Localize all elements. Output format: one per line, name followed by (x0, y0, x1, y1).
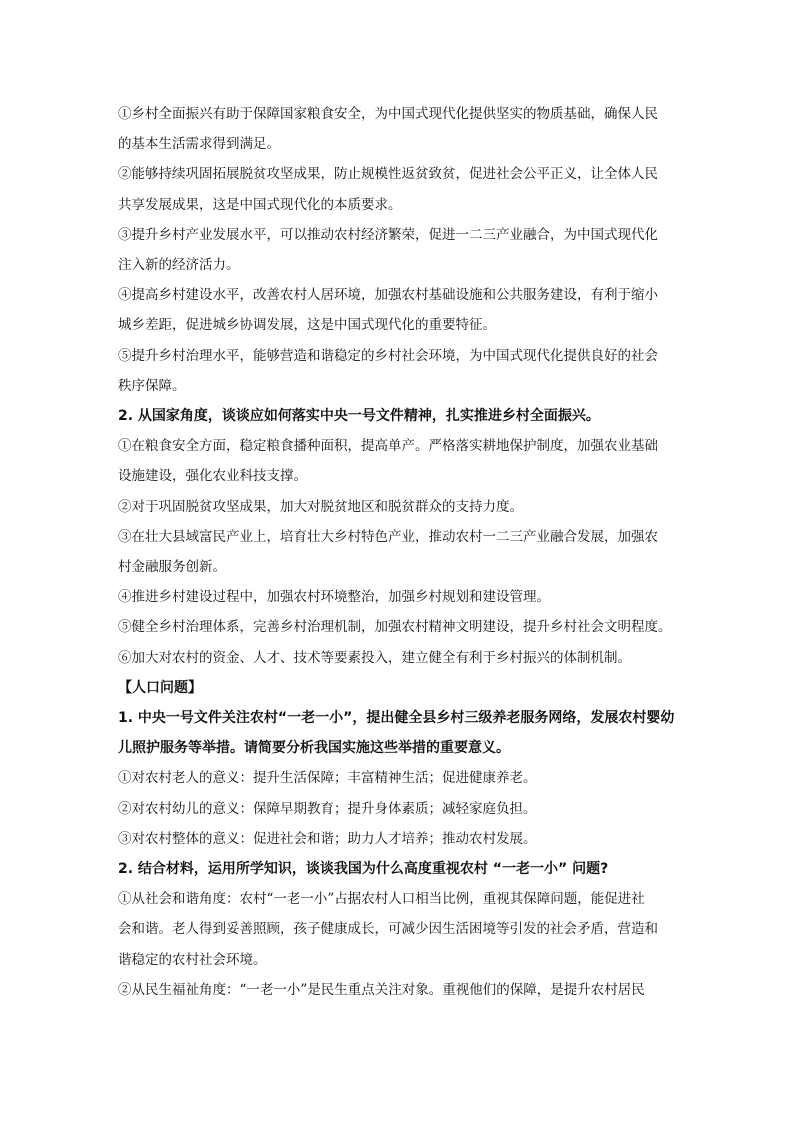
question-heading (118, 401, 678, 431)
answer-paragraph (118, 492, 678, 522)
text-line: 注入新的经济活力。 (118, 257, 240, 274)
text-line: ②对于巩固脱贫攻坚成果，加大对脱贫地区和脱贫群众的支持力度。 (118, 498, 523, 515)
question-heading (118, 703, 678, 763)
text-line: 城乡差距，促进城乡协调发展，这是中国式现代化的重要特征。 (118, 317, 496, 334)
text-line: ①对农村老人的意义：提升生活保障；丰富精神生活；促进健康养老。 (118, 770, 537, 787)
text-line: ③在壮大县域富民产业上，培育壮大乡村特色产业，推动农村一二三产业融合发展，加强农 (118, 528, 658, 545)
answer-paragraph (118, 280, 678, 340)
text-line: ④推进乡村建设过程中，加强农村环境整治，加强乡村规划和建设管理。 (118, 589, 550, 606)
text-line: 2. 从国家角度，谈谈应如何落实中央一号文件精神，扎实推进乡村全面振兴。 (118, 408, 600, 425)
text-line: ⑤提升乡村治理水平，能够营造和谐稳定的乡村社会环境，为中国式现代化提供良好的社会 (118, 347, 658, 364)
text-line: ②能够持续巩固拓展脱贫攻坚成果，防止规模性返贫致贫，促进社会公平正义，让全体人民 (118, 166, 658, 183)
text-line: 【人口问题】 (118, 679, 202, 696)
text-line: ④提高乡村建设水平，改善农村人居环境，加强农村基础设施和公共服务建设，有利于缩小 (118, 287, 658, 304)
section-heading (118, 673, 678, 703)
answer-paragraph (118, 220, 678, 280)
text-line: 谐稳定的农村社会环境。 (118, 951, 267, 968)
answer-paragraph (118, 159, 678, 219)
answer-paragraph (118, 341, 678, 401)
text-line: 的基本生活需求得到满足。 (118, 136, 280, 153)
text-line: ①在粮食安全方面，稳定粮食播种面积，提高单产。严格落实耕地保护制度，加强农业基础 (118, 438, 658, 455)
text-line: 设施建设，强化农业科技支撑。 (118, 468, 307, 485)
answer-paragraph (118, 431, 678, 491)
answer-paragraph (118, 763, 678, 793)
text-line: ①从社会和谐角度：农村“一老一小”占据农村人口相当比例，重视其保障问题，能促进社 (118, 891, 645, 908)
text-line: ③对农村整体的意义：促进社会和谐；助力人才培养；推动农村发展。 (118, 830, 537, 847)
text-line: ③提升乡村产业发展水平，可以推动农村经济繁荣，促进一二三产业融合，为中国式现代化 (118, 226, 658, 243)
text-line: 会和谐。老人得到妥善照顾，孩子健康成长，可减少因生活困境等引发的社会矛盾，营造和 (118, 921, 658, 938)
question-heading (118, 854, 678, 884)
text-line: ②从民生福祉角度：“一老一小”是民生重点关注对象。重视他们的保障，是提升农村居民 (118, 981, 645, 998)
answer-paragraph (118, 643, 678, 673)
document-page (118, 99, 678, 1005)
answer-paragraph (118, 884, 678, 975)
text-line: ⑥加大对农村的资金、人才、技术等要素投入，建立健全有利于乡村振兴的体制机制。 (118, 649, 631, 666)
answer-paragraph (118, 794, 678, 824)
answer-paragraph (118, 975, 678, 1005)
answer-paragraph (118, 522, 678, 582)
text-line: ⑤健全乡村治理体系，完善乡村治理机制，加强农村精神文明建设，提升乡村社会文明程度。 (118, 619, 672, 636)
text-line: 1. 中央一号文件关注农村“一老一小”，提出健全县乡村三级养老服务网络，发展农村婴幼 (118, 710, 675, 727)
text-line: 儿照护服务等举措。请简要分析我国实施这些举措的重要意义。 (118, 740, 510, 757)
text-line: 共享发展成果，这是中国式现代化的本质要求。 (118, 196, 402, 213)
text-line: 2. 结合材料，运用所学知识，谈谈我国为什么高度重视农村 “一老一小” 问题? (118, 861, 609, 878)
answer-paragraph (118, 99, 678, 159)
text-line: ②对农村幼儿的意义：保障早期教育；提升身体素质；减轻家庭负担。 (118, 800, 537, 817)
text-line: 秩序保障。 (118, 377, 186, 394)
answer-paragraph (118, 824, 678, 854)
text-line: 村金融服务创新。 (118, 559, 226, 576)
text-line: ①乡村全面振兴有助于保障国家粮食安全，为中国式现代化提供坚实的物质基础，确保人民 (118, 106, 658, 122)
answer-paragraph (118, 612, 678, 642)
answer-paragraph (118, 582, 678, 612)
